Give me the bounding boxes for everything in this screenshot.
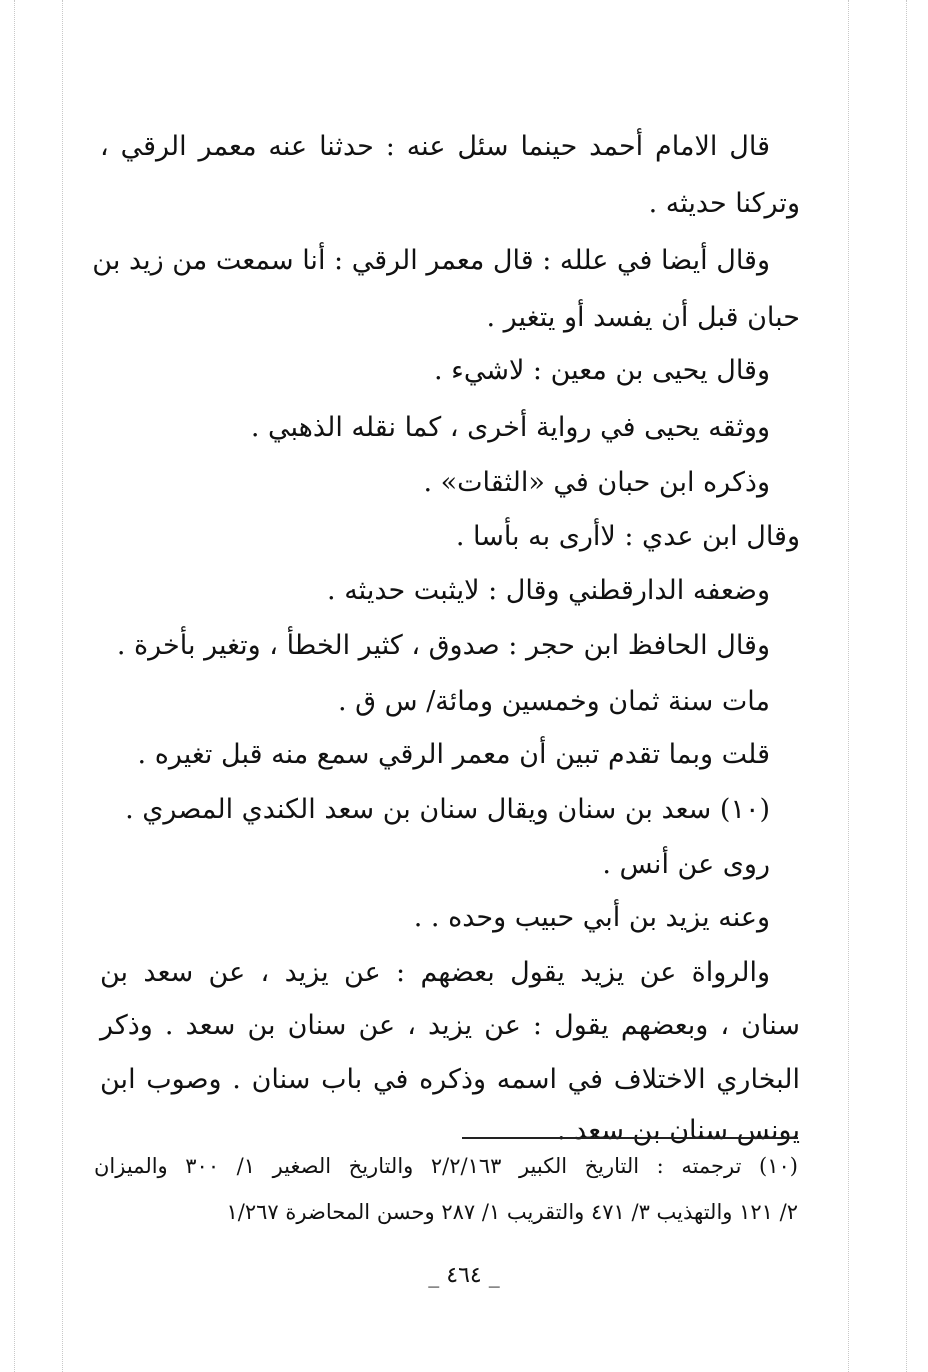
footnote-line: (١٠) ترجمته : التاريخ الكبير ٢/٢/١٦٣ والتاريخ الصغير ١/ ٣٠٠ والميزان (94, 1154, 798, 1178)
scan-artifact-line (906, 0, 907, 1372)
text-line: البخاري الاختلاف في اسمه وذكره في باب سنان . وصوب ابن (100, 1064, 800, 1095)
footnote-separator (462, 1137, 798, 1139)
footnote-line: ٢/ ١٢١ والتهذيب ٣/ ٤٧١ والتقريب ١/ ٢٨٧ وحسن المحاضرة ١/٢٦٧ (226, 1200, 798, 1224)
text-line: سنان ، وبعضهم يقول : عن يزيد ، عن سنان بن سعد . وذكر (100, 1010, 800, 1041)
text-line: مات سنة ثمان وخمسين ومائة/ س ق . (337, 686, 770, 717)
text-line: وقال أيضا في علله : قال معمر الرقي : أنا سمعت من زيد بن (92, 245, 770, 276)
text-line: والرواة عن يزيد يقول بعضهم : عن يزيد ، عن سعد بن (100, 957, 770, 988)
text-line: وتركنا حديثه . (648, 188, 800, 219)
text-line: قال الامام أحمد حينما سئل عنه : حدثنا عنه معمر الرقي ، (100, 131, 770, 162)
text-line: روى عن أنس . (602, 849, 770, 880)
text-line: وذكره ابن حبان في «الثقات» . (423, 467, 770, 498)
text-line: وقال الحافظ ابن حجر : صدوق ، كثير الخطأ ، وتغير بأخرة . (116, 630, 770, 661)
text-line: وقال ابن عدي : لاأرى به بأسا . (455, 521, 800, 552)
scan-artifact-line (62, 0, 63, 1372)
text-line: وعنه يزيد بن أبي حبيب وحده . . (413, 902, 770, 933)
text-line: وضعفه الدارقطني وقال : لايثبت حديثه . (327, 575, 770, 606)
text-line: وقال يحيى بن معين : لاشيء . (433, 355, 770, 386)
text-line: حبان قبل أن يفسد أو يتغير . (486, 302, 800, 333)
text-line: يونس سنان بن سعد . (556, 1115, 800, 1146)
scan-artifact-line (14, 0, 15, 1372)
text-line: قلت وبما تقدم تبين أن معمر الرقي سمع منه قبل تغيره . (137, 739, 770, 770)
scan-artifact-line (848, 0, 849, 1372)
entry-heading: (١٠) سعد بن سنان ويقال سنان بن سعد الكندي المصري . (125, 794, 770, 825)
text-line: ووثقه يحيى في رواية أخرى ، كما نقله الذهبي . (250, 412, 770, 443)
page-number: _ ٤٦٤ _ (428, 1263, 500, 1288)
